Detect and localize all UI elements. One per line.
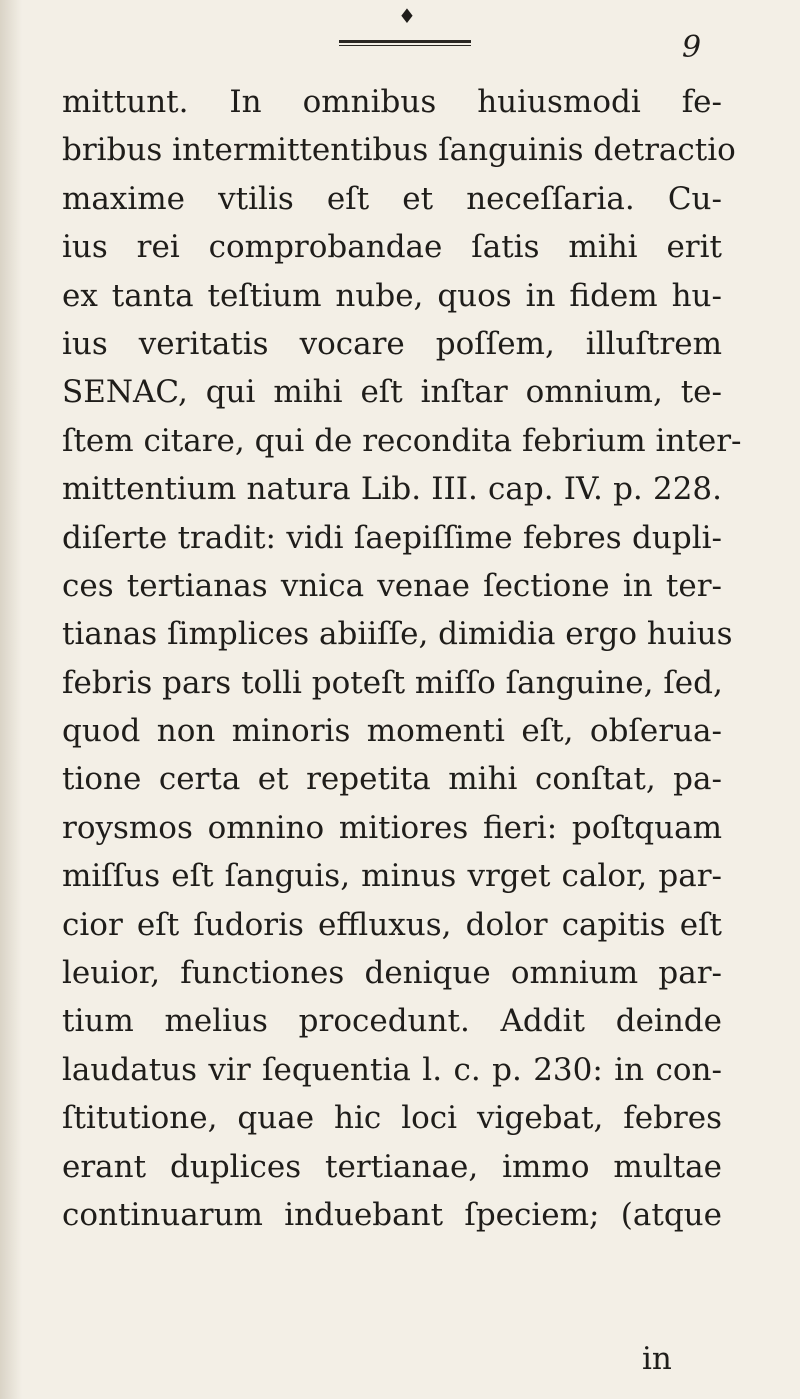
text-line: ius rei comprobandae ſatis mihi erit (62, 229, 722, 266)
text-line: erant duplices tertianae, immo multae (62, 1148, 722, 1185)
text-line: mittentium natura Lib. III. cap. IV. p. 228. (62, 471, 722, 508)
binding-shadow (0, 0, 22, 1399)
text-line: continuarum induebant ſpeciem; (atque (62, 1196, 722, 1233)
text-line: miſſus eſt ſanguis, minus vrget calor, par- (62, 858, 722, 895)
body-text (62, 78, 742, 1239)
text-line: ex tanta teſtium nube, quos in fidem hu- (62, 277, 722, 314)
text-line: febris pars tolli poteſt miſſo ſanguine, ſed, (62, 664, 723, 701)
text-line: SENAC, qui mihi eſt inſtar omnium, te- (62, 374, 722, 411)
text-line: laudatus vir ſequentia l. c. p. 230: in con- (62, 1051, 722, 1088)
text-line: tium melius procedunt. Addit deinde (62, 1003, 722, 1040)
text-line: maxime vtilis eſt et neceſſaria. Cu- (62, 180, 722, 217)
text-line: leuior, functiones denique omnium par- (62, 955, 722, 992)
catchword: in (642, 1341, 672, 1377)
text-line: tianas ſimplices abiiſſe, dimidia ergo huius (62, 616, 733, 653)
text-line: bribus intermittentibus ſanguinis detractio (62, 132, 736, 169)
text-line: diſerte tradit: vidi ſaepiſſime febres dupli- (62, 519, 722, 556)
text-line: ces tertianas vnica venae ſectione in ter- (62, 567, 722, 604)
text-line: ſtitutione, quae hic loci vigebat, febres (62, 1100, 722, 1137)
header-rule (339, 40, 471, 46)
header-ornament: ♦ (398, 4, 416, 28)
text-line: ſtem citare, qui de recondita febrium inter- (62, 422, 742, 459)
page-number: 9 (682, 30, 702, 65)
text-line: quod non minoris momenti eſt, obſerua- (62, 713, 722, 750)
text-line: roysmos omnino mitiores fieri: poſtquam (62, 809, 722, 846)
text-line: tione certa et repetita mihi conſtat, pa- (62, 761, 722, 798)
text-line: cior eſt ſudoris effluxus, dolor capitis eſt (62, 906, 722, 943)
text-line: mittunt. In omnibus huiusmodi fe- (62, 84, 722, 120)
text-line: ius veritatis vocare poſſem, illuſtrem (62, 325, 722, 362)
